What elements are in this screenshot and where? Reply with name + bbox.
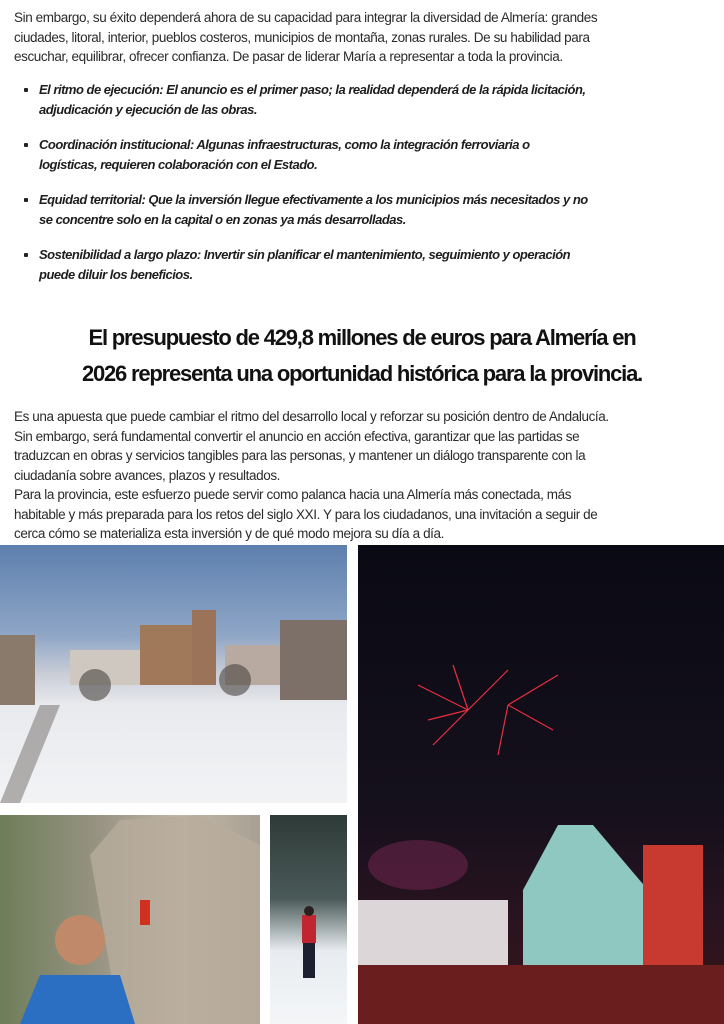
snowy-forest-illustration	[270, 815, 347, 1024]
snowy-town-square-photo	[0, 545, 347, 803]
text-line: cerca cómo se materializa esta inversión y de qué modo mejora su día a día.	[14, 526, 444, 541]
list-item	[24, 80, 714, 135]
list-item	[24, 190, 714, 245]
text-line: puede diluir los beneficios.	[39, 266, 193, 282]
text-line: ciudadanía sobre avances, plazos y resultados.	[14, 467, 281, 483]
mountain-hiker-selfie-photo	[0, 815, 260, 1024]
text-line: El ritmo de ejecución: El anuncio es el primer paso; la realidad dependerá de la rápida licitación,	[39, 82, 586, 97]
bullet-list	[24, 80, 714, 300]
text-line: logísticas, requieren colaboración con el Estado.	[39, 156, 318, 172]
headline	[6, 320, 718, 392]
text-line: habitable y más preparada para los retos del siglo XXI. Y para los ciudadanos, una invitación a seguir de	[14, 506, 598, 522]
mountain-hiker-illustration	[0, 815, 260, 1024]
text-line: Sostenibilidad a largo plazo: Invertir sin planificar el mantenimiento, seguimiento y operación	[39, 247, 571, 262]
text-line: Sin embargo, su éxito dependerá ahora de su capacidad para integrar la diversidad de Almería: grandes	[14, 10, 598, 25]
text-line: Coordinación institucional: Algunas infraestructuras, como la integración ferroviaria o	[39, 137, 530, 152]
text-line: escuchar, equilibrar, ofrecer confianza. De pasar de liderar María a representar a toda la provincia.	[14, 49, 563, 64]
fireworks-church-illustration	[358, 545, 724, 1024]
closing-paragraph	[14, 407, 714, 544]
text-line: Es una apuesta que puede cambiar el ritmo del desarrollo local y reforzar su posición dentro de Andalucía.	[14, 409, 609, 424]
list-item	[24, 135, 714, 190]
text-line: traduzcan en obras y servicios tangibles para las personas, y mantener un diálogo transparente con la	[14, 448, 586, 463]
text-line: Equidad territorial: Que la inversión llegue efectivamente a los municipios más necesitados y no	[39, 192, 588, 207]
headline-line: 2026 representa una oportunidad histórica para la provincia.	[81, 361, 643, 386]
list-item	[24, 245, 714, 300]
fireworks-church-photo	[358, 545, 724, 1024]
text-line: se concentre solo en la capital o en zonas ya más desarrolladas.	[39, 211, 406, 227]
text-line: adjudicación y ejecución de las obras.	[39, 101, 257, 117]
text-line: Sin embargo, será fundamental convertir el anuncio en acción efectiva, garantizar que las partidas se	[14, 428, 580, 444]
snowy-town-square-illustration	[0, 545, 347, 803]
text-line: Para la provincia, este esfuerzo puede servir como palanca hacia una Almería más conectada, más	[14, 487, 572, 502]
intro-paragraph	[14, 8, 714, 67]
headline-line: El presupuesto de 429,8 millones de euros para Almería en	[88, 325, 636, 350]
text-line: ciudades, litoral, interior, pueblos costeros, municipios de montaña, zonas rurales. De su habilidad para	[14, 29, 590, 45]
snowy-forest-walker-photo	[270, 815, 347, 1024]
